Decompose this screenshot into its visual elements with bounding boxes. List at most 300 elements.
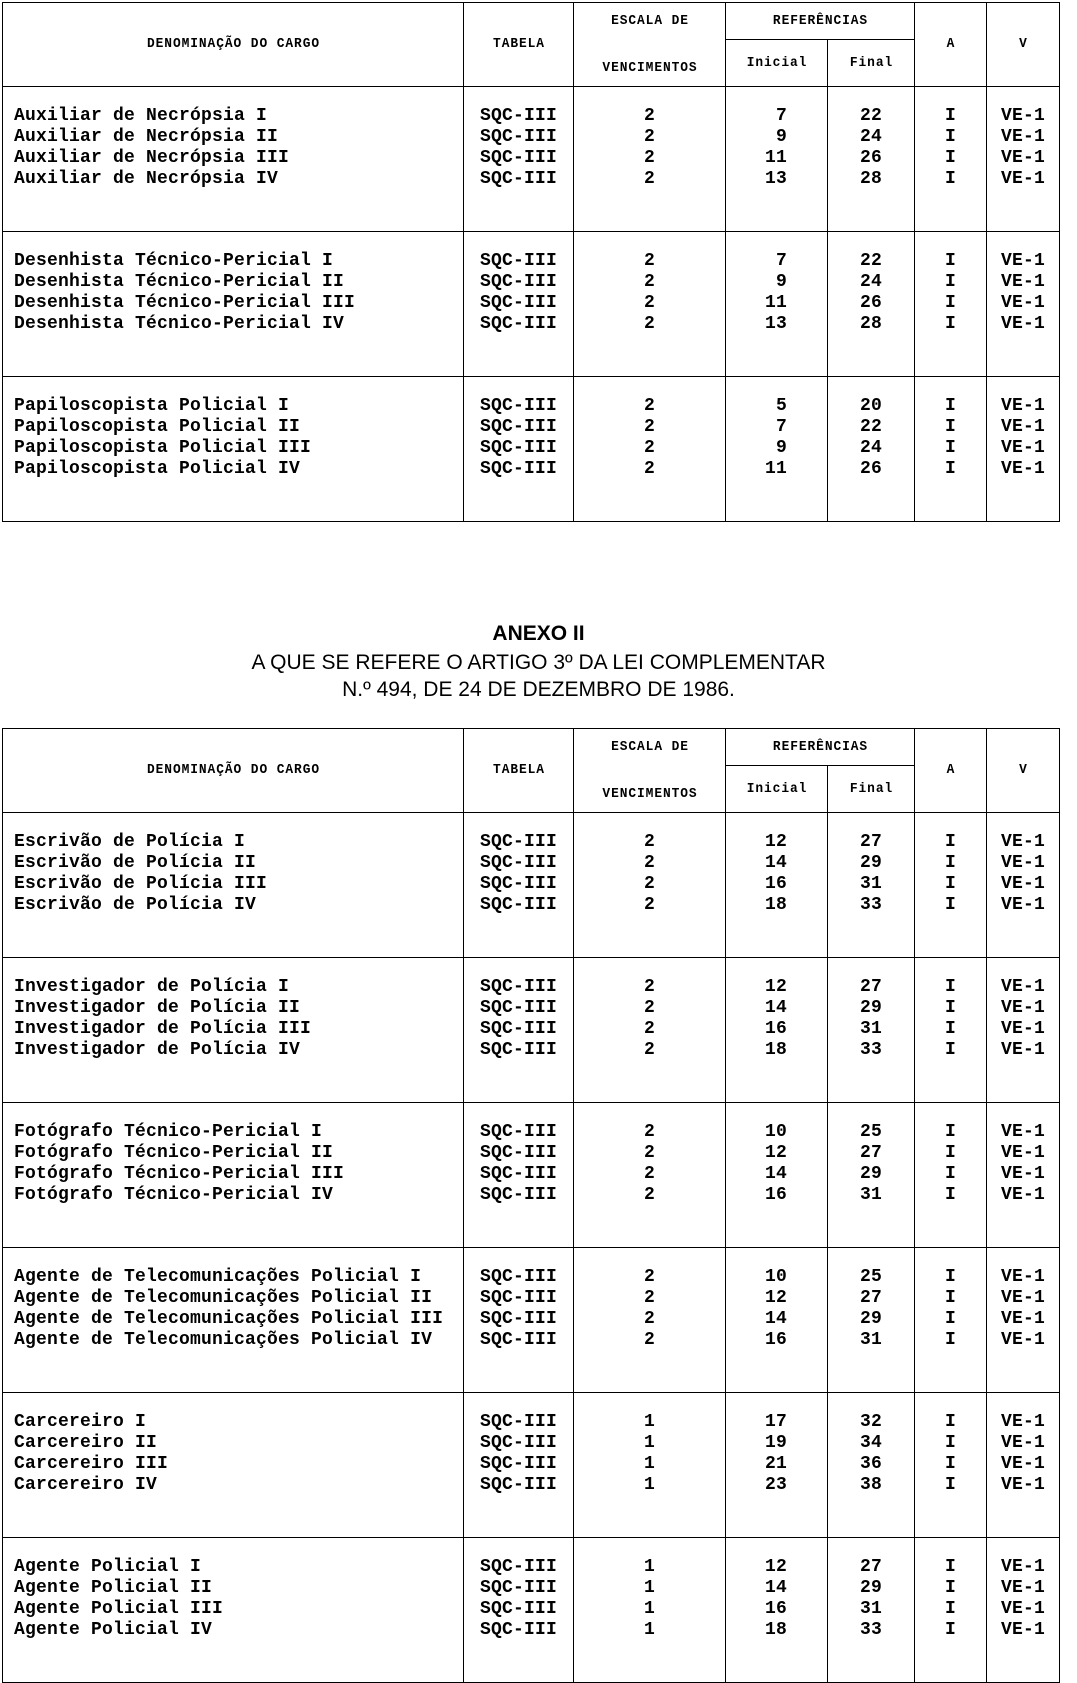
- escala-value-cell: [574, 957, 726, 1102]
- cargo-name-cell: [3, 1537, 464, 1682]
- cargo-group: [3, 1392, 1060, 1537]
- referencia-final: 29: [860, 1308, 883, 1329]
- escala-value: 1: [643, 1432, 655, 1453]
- a-value: I: [945, 313, 957, 334]
- a-value: I: [945, 126, 957, 147]
- v-value: VE-1: [1001, 1184, 1046, 1205]
- header-v: V: [989, 729, 1056, 813]
- cargo-name: Agente de Telecomunicações Policial I: [14, 1266, 422, 1287]
- v-value-cell: [987, 1537, 1060, 1682]
- tabela-value-cell: [464, 376, 574, 521]
- referencia-inicial: 10: [764, 1121, 787, 1142]
- cargo-name: Investigador de Polícia III: [14, 1018, 312, 1039]
- cargo-name: Agente Policial II: [14, 1577, 213, 1598]
- cargo-group: [3, 231, 1060, 376]
- referencia-inicial: 9: [775, 271, 787, 292]
- cargo-name: Investigador de Polícia II: [14, 997, 301, 1018]
- tabela-value: SQC-III: [479, 1329, 557, 1350]
- referencia-final: 22: [860, 105, 883, 126]
- escala-value: 2: [643, 458, 655, 479]
- escala-value-cell: [574, 1537, 726, 1682]
- referencia-final: 26: [860, 458, 883, 479]
- referencia-final: 25: [860, 1121, 883, 1142]
- tabela-value: SQC-III: [479, 458, 557, 479]
- v-value: VE-1: [1001, 458, 1046, 479]
- escala-value-cell: [574, 1247, 726, 1392]
- v-value-cell: [987, 86, 1060, 231]
- header-referencias: REFERÊNCIAS: [733, 3, 907, 40]
- cargo-name-cell: [3, 86, 464, 231]
- cargo-name-cell: [3, 1102, 464, 1247]
- referencia-final-cell: [828, 1102, 915, 1247]
- v-value: VE-1: [1001, 126, 1046, 147]
- cargo-group: [3, 812, 1060, 957]
- escala-value: 2: [643, 1287, 655, 1308]
- annex-subtitle-1: A QUE SE REFERE O ARTIGO 3º DA LEI COMPLEMENTAR: [251, 651, 826, 674]
- referencia-inicial: 10: [764, 1266, 787, 1287]
- cargo-name: Escrivão de Polícia II: [14, 852, 257, 873]
- tabela-value: SQC-III: [479, 852, 557, 873]
- cargo-name: Papiloscopista Policial III: [14, 437, 312, 458]
- referencia-inicial: 11: [764, 458, 787, 479]
- v-value-cell: [987, 231, 1060, 376]
- escala-value-cell: [574, 1392, 726, 1537]
- referencia-final: 29: [860, 997, 883, 1018]
- tabela-value: SQC-III: [479, 437, 557, 458]
- referencia-final: 22: [860, 250, 883, 271]
- cargo-group: [3, 1102, 1060, 1247]
- header-vencimentos: VENCIMENTOS: [580, 766, 720, 813]
- referencia-inicial: 16: [764, 1598, 787, 1619]
- escala-value-cell: [574, 86, 726, 231]
- referencia-final: 24: [860, 271, 883, 292]
- v-value: VE-1: [1001, 1453, 1046, 1474]
- cargo-name-cell: [3, 812, 464, 957]
- referencia-inicial: 16: [764, 1184, 787, 1205]
- escala-value: 1: [643, 1411, 655, 1432]
- referencia-final-cell: [828, 86, 915, 231]
- a-value: I: [945, 894, 957, 915]
- escala-value: 2: [643, 416, 655, 437]
- tabela-value: SQC-III: [479, 395, 557, 416]
- escala-value: 2: [643, 1184, 655, 1205]
- referencia-inicial: 16: [764, 873, 787, 894]
- escala-value: 2: [643, 292, 655, 313]
- escala-value-cell: [574, 376, 726, 521]
- v-value: VE-1: [1001, 292, 1046, 313]
- v-value: VE-1: [1001, 1556, 1046, 1577]
- a-value: I: [945, 105, 957, 126]
- referencia-inicial: 13: [764, 168, 787, 189]
- tabela-value: SQC-III: [479, 1018, 557, 1039]
- a-value: I: [945, 395, 957, 416]
- a-value: I: [945, 1556, 957, 1577]
- tabela-value-cell: [464, 231, 574, 376]
- a-value: I: [945, 1619, 957, 1640]
- a-value-cell: [915, 231, 987, 376]
- header-vencimentos: VENCIMENTOS: [580, 40, 720, 87]
- referencia-final: 36: [860, 1453, 883, 1474]
- v-value: VE-1: [1001, 147, 1046, 168]
- cargo-name-cell: [3, 376, 464, 521]
- escala-value: 2: [643, 395, 655, 416]
- header-a: A: [917, 729, 983, 813]
- escala-value: 1: [643, 1619, 655, 1640]
- cargo-name: Fotógrafo Técnico-Pericial III: [14, 1163, 345, 1184]
- referencia-final: 27: [860, 976, 883, 997]
- cargo-table-2: [2, 728, 1060, 1683]
- a-value: I: [945, 292, 957, 313]
- tabela-value: SQC-III: [479, 1453, 557, 1474]
- a-value: I: [945, 1121, 957, 1142]
- a-value: I: [945, 147, 957, 168]
- v-value: VE-1: [1001, 1163, 1046, 1184]
- referencia-inicial: 12: [764, 1556, 787, 1577]
- header-a: A: [917, 3, 983, 87]
- referencia-inicial: 9: [775, 437, 787, 458]
- cargo-name: Investigador de Polícia IV: [14, 1039, 301, 1060]
- v-value-cell: [987, 957, 1060, 1102]
- cargo-name: Papiloscopista Policial IV: [14, 458, 301, 479]
- tabela-value: SQC-III: [479, 1308, 557, 1329]
- a-value-cell: [915, 812, 987, 957]
- referencia-final: 25: [860, 1266, 883, 1287]
- a-value: I: [945, 458, 957, 479]
- a-value: I: [945, 1432, 957, 1453]
- v-value: VE-1: [1001, 1619, 1046, 1640]
- referencia-final: 29: [860, 1577, 883, 1598]
- referencia-inicial: 21: [764, 1453, 787, 1474]
- tabela-value: SQC-III: [479, 1474, 557, 1495]
- referencia-inicial: 12: [764, 976, 787, 997]
- cargo-name: Agente Policial III: [14, 1598, 224, 1619]
- referencia-inicial-cell: [726, 1102, 828, 1247]
- a-value-cell: [915, 957, 987, 1102]
- v-value: VE-1: [1001, 250, 1046, 271]
- cargo-name: Desenhista Técnico-Pericial II: [14, 271, 345, 292]
- cargo-name: Agente de Telecomunicações Policial IV: [14, 1329, 433, 1350]
- cargo-name: Auxiliar de Necrópsia I: [14, 105, 268, 126]
- a-value-cell: [915, 1392, 987, 1537]
- cargo-group: [3, 957, 1060, 1102]
- a-value: I: [945, 1018, 957, 1039]
- escala-value: 2: [643, 271, 655, 292]
- escala-value: 2: [643, 997, 655, 1018]
- referencia-inicial: 14: [764, 1163, 787, 1184]
- escala-value: 2: [643, 313, 655, 334]
- escala-value: 2: [643, 1018, 655, 1039]
- escala-value: 2: [643, 1329, 655, 1350]
- tabela-value: SQC-III: [479, 313, 557, 334]
- tabela-value-cell: [464, 957, 574, 1102]
- cargo-name: Papiloscopista Policial II: [14, 416, 301, 437]
- referencia-inicial: 7: [775, 105, 787, 126]
- referencia-inicial: 12: [764, 1142, 787, 1163]
- referencia-final: 34: [860, 1432, 883, 1453]
- header-final: Final: [831, 40, 911, 87]
- escala-value: 1: [643, 1598, 655, 1619]
- cargo-name-cell: [3, 1247, 464, 1392]
- a-value-cell: [915, 1102, 987, 1247]
- referencia-inicial: 7: [775, 416, 787, 437]
- cargo-table-1: [2, 2, 1060, 522]
- annex-subtitle-2: N.º 494, DE 24 DE DEZEMBRO DE 1986.: [342, 678, 735, 701]
- cargo-name: Desenhista Técnico-Pericial I: [14, 250, 334, 271]
- v-value: VE-1: [1001, 313, 1046, 334]
- referencia-final: 20: [860, 395, 883, 416]
- tabela-value: SQC-III: [479, 1432, 557, 1453]
- referencia-inicial: 14: [764, 1577, 787, 1598]
- tabela-value: SQC-III: [479, 1577, 557, 1598]
- referencia-inicial: 7: [775, 250, 787, 271]
- header-v: V: [989, 3, 1056, 87]
- escala-value-cell: [574, 1102, 726, 1247]
- v-value-cell: [987, 376, 1060, 521]
- v-value: VE-1: [1001, 1329, 1046, 1350]
- referencia-final: 33: [860, 894, 883, 915]
- v-value: VE-1: [1001, 416, 1046, 437]
- a-value: I: [945, 1287, 957, 1308]
- referencia-final: 27: [860, 831, 883, 852]
- referencia-inicial-cell: [726, 231, 828, 376]
- v-value: VE-1: [1001, 976, 1046, 997]
- referencia-final: 28: [860, 168, 883, 189]
- cargo-name: Escrivão de Polícia IV: [14, 894, 257, 915]
- tabela-value: SQC-III: [479, 1142, 557, 1163]
- cargo-name: Auxiliar de Necrópsia II: [14, 126, 279, 147]
- referencia-final: 33: [860, 1039, 883, 1060]
- a-value: I: [945, 168, 957, 189]
- tabela-value: SQC-III: [479, 1184, 557, 1205]
- referencia-final: 28: [860, 313, 883, 334]
- v-value: VE-1: [1001, 1266, 1046, 1287]
- a-value: I: [945, 1453, 957, 1474]
- referencia-inicial: 18: [764, 1039, 787, 1060]
- tabela-value-cell: [464, 1537, 574, 1682]
- referencia-inicial: 12: [764, 831, 787, 852]
- header-escala: ESCALA DE: [580, 729, 720, 766]
- a-value: I: [945, 250, 957, 271]
- referencia-inicial-cell: [726, 376, 828, 521]
- escala-value: 2: [643, 852, 655, 873]
- v-value: VE-1: [1001, 437, 1046, 458]
- tabela-value: SQC-III: [479, 126, 557, 147]
- escala-value: 2: [643, 1266, 655, 1287]
- a-value: I: [945, 1039, 957, 1060]
- referencia-inicial: 5: [775, 395, 787, 416]
- escala-value: 2: [643, 1121, 655, 1142]
- tabela-value-cell: [464, 1102, 574, 1247]
- a-value: I: [945, 1598, 957, 1619]
- a-value: I: [945, 831, 957, 852]
- cargo-name: Escrivão de Polícia I: [14, 831, 246, 852]
- v-value-cell: [987, 1247, 1060, 1392]
- v-value: VE-1: [1001, 1121, 1046, 1142]
- escala-value: 2: [643, 976, 655, 997]
- cargo-group: [3, 86, 1060, 231]
- referencia-final: 27: [860, 1556, 883, 1577]
- escala-value: 2: [643, 147, 655, 168]
- a-value: I: [945, 1329, 957, 1350]
- referencia-final-cell: [828, 1537, 915, 1682]
- referencia-inicial-cell: [726, 1247, 828, 1392]
- cargo-name: Carcereiro IV: [14, 1474, 158, 1495]
- tabela-value: SQC-III: [479, 1121, 557, 1142]
- referencia-final-cell: [828, 1247, 915, 1392]
- header-referencias: REFERÊNCIAS: [733, 729, 907, 766]
- referencia-final-cell: [828, 812, 915, 957]
- a-value: I: [945, 976, 957, 997]
- tabela-value: SQC-III: [479, 1619, 557, 1640]
- a-value: I: [945, 1163, 957, 1184]
- tabela-value: SQC-III: [479, 168, 557, 189]
- referencia-final: 33: [860, 1619, 883, 1640]
- escala-value: 1: [643, 1577, 655, 1598]
- referencia-inicial-cell: [726, 1537, 828, 1682]
- v-value: VE-1: [1001, 1598, 1046, 1619]
- escala-value: 2: [643, 1163, 655, 1184]
- escala-value: 2: [643, 1308, 655, 1329]
- cargo-name-cell: [3, 1392, 464, 1537]
- referencia-final: 26: [860, 147, 883, 168]
- referencia-final: 24: [860, 126, 883, 147]
- a-value: I: [945, 852, 957, 873]
- cargo-name: Escrivão de Polícia III: [14, 873, 268, 894]
- referencia-final: 22: [860, 416, 883, 437]
- referencia-inicial: 14: [764, 997, 787, 1018]
- a-value-cell: [915, 86, 987, 231]
- v-value: VE-1: [1001, 1287, 1046, 1308]
- cargo-name: Fotógrafo Técnico-Pericial II: [14, 1142, 334, 1163]
- referencia-final: 24: [860, 437, 883, 458]
- cargo-group: [3, 1247, 1060, 1392]
- tabela-value: SQC-III: [479, 1266, 557, 1287]
- tabela-value: SQC-III: [479, 292, 557, 313]
- cargo-name: Carcereiro III: [14, 1453, 169, 1474]
- referencia-final: 31: [860, 1598, 883, 1619]
- referencia-inicial: 12: [764, 1287, 787, 1308]
- referencia-inicial: 17: [764, 1411, 787, 1432]
- escala-value: 2: [643, 1142, 655, 1163]
- v-value: VE-1: [1001, 831, 1046, 852]
- escala-value: 2: [643, 873, 655, 894]
- tabela-value: SQC-III: [479, 873, 557, 894]
- referencia-inicial: 16: [764, 1018, 787, 1039]
- escala-value: 1: [643, 1474, 655, 1495]
- cargo-name: Investigador de Polícia I: [14, 976, 290, 997]
- v-value: VE-1: [1001, 271, 1046, 292]
- referencia-final: 29: [860, 1163, 883, 1184]
- tabela-value-cell: [464, 1247, 574, 1392]
- tabela-value: SQC-III: [479, 997, 557, 1018]
- a-value: I: [945, 437, 957, 458]
- v-value: VE-1: [1001, 1142, 1046, 1163]
- v-value: VE-1: [1001, 873, 1046, 894]
- a-value: I: [945, 997, 957, 1018]
- cargo-name: Fotógrafo Técnico-Pericial I: [14, 1121, 323, 1142]
- v-value-cell: [987, 812, 1060, 957]
- escala-value-cell: [574, 231, 726, 376]
- v-value: VE-1: [1001, 997, 1046, 1018]
- tabela-value: SQC-III: [479, 1287, 557, 1308]
- tabela-value: SQC-III: [479, 976, 557, 997]
- escala-value: 2: [643, 105, 655, 126]
- cargo-name: Carcereiro II: [14, 1432, 158, 1453]
- referencia-inicial-cell: [726, 812, 828, 957]
- v-value: VE-1: [1001, 1039, 1046, 1060]
- cargo-name: Carcereiro I: [14, 1411, 147, 1432]
- header-denominacao: DENOMINAÇÃO DO CARGO: [21, 729, 445, 813]
- header-tabela: TABELA: [468, 729, 569, 813]
- referencia-inicial-cell: [726, 957, 828, 1102]
- annex-title: ANEXO II: [492, 622, 585, 645]
- a-value: I: [945, 1266, 957, 1287]
- v-value: VE-1: [1001, 1432, 1046, 1453]
- referencia-inicial-cell: [726, 1392, 828, 1537]
- escala-value: 1: [643, 1453, 655, 1474]
- tabela-value: SQC-III: [479, 147, 557, 168]
- referencia-final-cell: [828, 957, 915, 1102]
- escala-value: 2: [643, 168, 655, 189]
- referencia-inicial-cell: [726, 86, 828, 231]
- referencia-inicial: 18: [764, 1619, 787, 1640]
- tabela-value: SQC-III: [479, 105, 557, 126]
- referencia-inicial: 16: [764, 1329, 787, 1350]
- a-value: I: [945, 1474, 957, 1495]
- tabela-value: SQC-III: [479, 1598, 557, 1619]
- referencia-inicial: 19: [764, 1432, 787, 1453]
- referencia-inicial: 18: [764, 894, 787, 915]
- referencia-final: 27: [860, 1142, 883, 1163]
- a-value-cell: [915, 1247, 987, 1392]
- tabela-value-cell: [464, 812, 574, 957]
- cargo-name-cell: [3, 957, 464, 1102]
- a-value: I: [945, 1142, 957, 1163]
- referencia-inicial: 23: [764, 1474, 787, 1495]
- a-value-cell: [915, 376, 987, 521]
- cargo-name: Auxiliar de Necrópsia III: [14, 147, 290, 168]
- header-denominacao: DENOMINAÇÃO DO CARGO: [21, 3, 445, 87]
- tabela-value: SQC-III: [479, 1163, 557, 1184]
- tabela-value-cell: [464, 1392, 574, 1537]
- header-escala: ESCALA DE: [580, 3, 720, 40]
- cargo-name: Fotógrafo Técnico-Pericial IV: [14, 1184, 334, 1205]
- escala-value: 2: [643, 437, 655, 458]
- escala-value: 2: [643, 831, 655, 852]
- tabela-value: SQC-III: [479, 271, 557, 292]
- v-value-cell: [987, 1392, 1060, 1537]
- v-value: VE-1: [1001, 1577, 1046, 1598]
- cargo-name: Desenhista Técnico-Pericial IV: [14, 313, 345, 334]
- v-value: VE-1: [1001, 1018, 1046, 1039]
- tabela-value: SQC-III: [479, 1556, 557, 1577]
- header-inicial: Inicial: [730, 766, 824, 813]
- referencia-final: 31: [860, 1184, 883, 1205]
- a-value: I: [945, 873, 957, 894]
- v-value: VE-1: [1001, 168, 1046, 189]
- v-value: VE-1: [1001, 894, 1046, 915]
- a-value: I: [945, 416, 957, 437]
- header-inicial: Inicial: [730, 40, 824, 87]
- v-value: VE-1: [1001, 1411, 1046, 1432]
- escala-value: 2: [643, 126, 655, 147]
- header-tabela: TABELA: [468, 3, 569, 87]
- referencia-final: 27: [860, 1287, 883, 1308]
- referencia-final: 26: [860, 292, 883, 313]
- referencia-inicial: 9: [775, 126, 787, 147]
- v-value: VE-1: [1001, 105, 1046, 126]
- cargo-name: Auxiliar de Necrópsia IV: [14, 168, 279, 189]
